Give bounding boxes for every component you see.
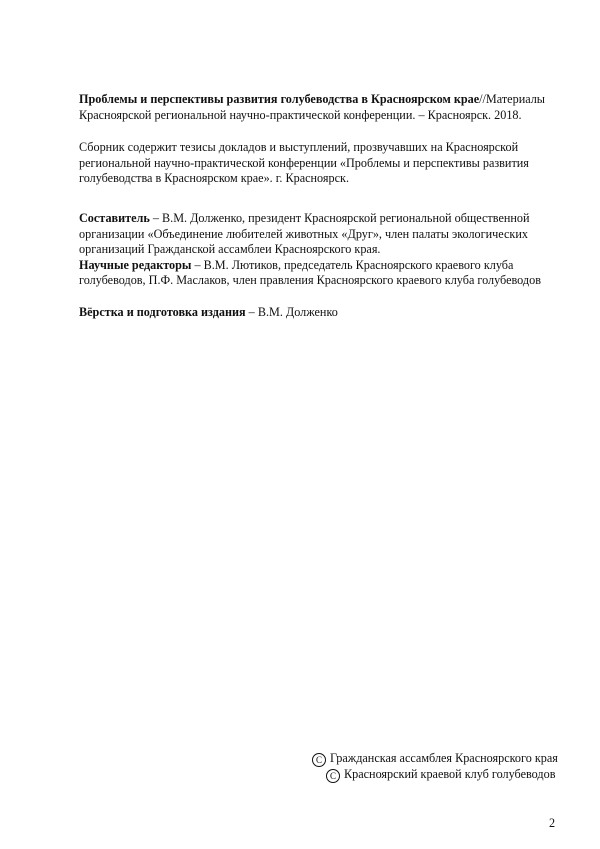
copyright-holder: Гражданская ассамблея Красноярского края bbox=[330, 751, 558, 765]
citation-paragraph bbox=[79, 92, 551, 123]
layout-label: Вёрстка и подготовка издания bbox=[79, 305, 246, 319]
summary-text: Сборник содержит тезисы докладов и выступлений, прозвучавших на Красноярской региональной научно-практической конференции «Проблемы и перспективы развития голубеводства в Красноярском крае». г. Красноярск. bbox=[79, 140, 529, 186]
page-number: 2 bbox=[549, 816, 556, 830]
editors-credit bbox=[79, 258, 551, 289]
copyright-notices bbox=[312, 751, 562, 783]
editors-text: – В.М. Лютиков, председатель Красноярского краевого клуба голубеводов, П.Ф. Маслаков, член правления Красноярского краевого клуба голубеводов bbox=[79, 257, 541, 288]
layout-credit bbox=[79, 305, 551, 321]
compiler-credit bbox=[79, 211, 551, 258]
summary-paragraph bbox=[79, 140, 551, 187]
copyright-line bbox=[312, 767, 562, 783]
credits-section bbox=[79, 211, 551, 289]
editors-label: Научные редакторы bbox=[79, 257, 192, 272]
copyright-icon: С bbox=[312, 753, 326, 767]
citation-details: //Материалы Красноярской региональной научно-практической конференции. – Красноярск. 2018. bbox=[79, 92, 545, 122]
copyright-line bbox=[312, 751, 562, 767]
copyright-holder: Красноярский краевой клуб голубеводов bbox=[344, 767, 556, 781]
book-title: Проблемы и перспективы развития голубеводства в Красноярском крае bbox=[79, 92, 480, 106]
compiler-text: – В.М. Долженко, президент Красноярской региональной общественной организации «Объединение любителей животных «Друг», член палаты экологических организаций Гражданской ассамблеи Красноярского края. bbox=[79, 211, 530, 257]
copyright-icon: С bbox=[326, 769, 340, 783]
layout-text: – В.М. Долженко bbox=[245, 305, 338, 319]
compiler-label: Составитель bbox=[79, 211, 150, 225]
